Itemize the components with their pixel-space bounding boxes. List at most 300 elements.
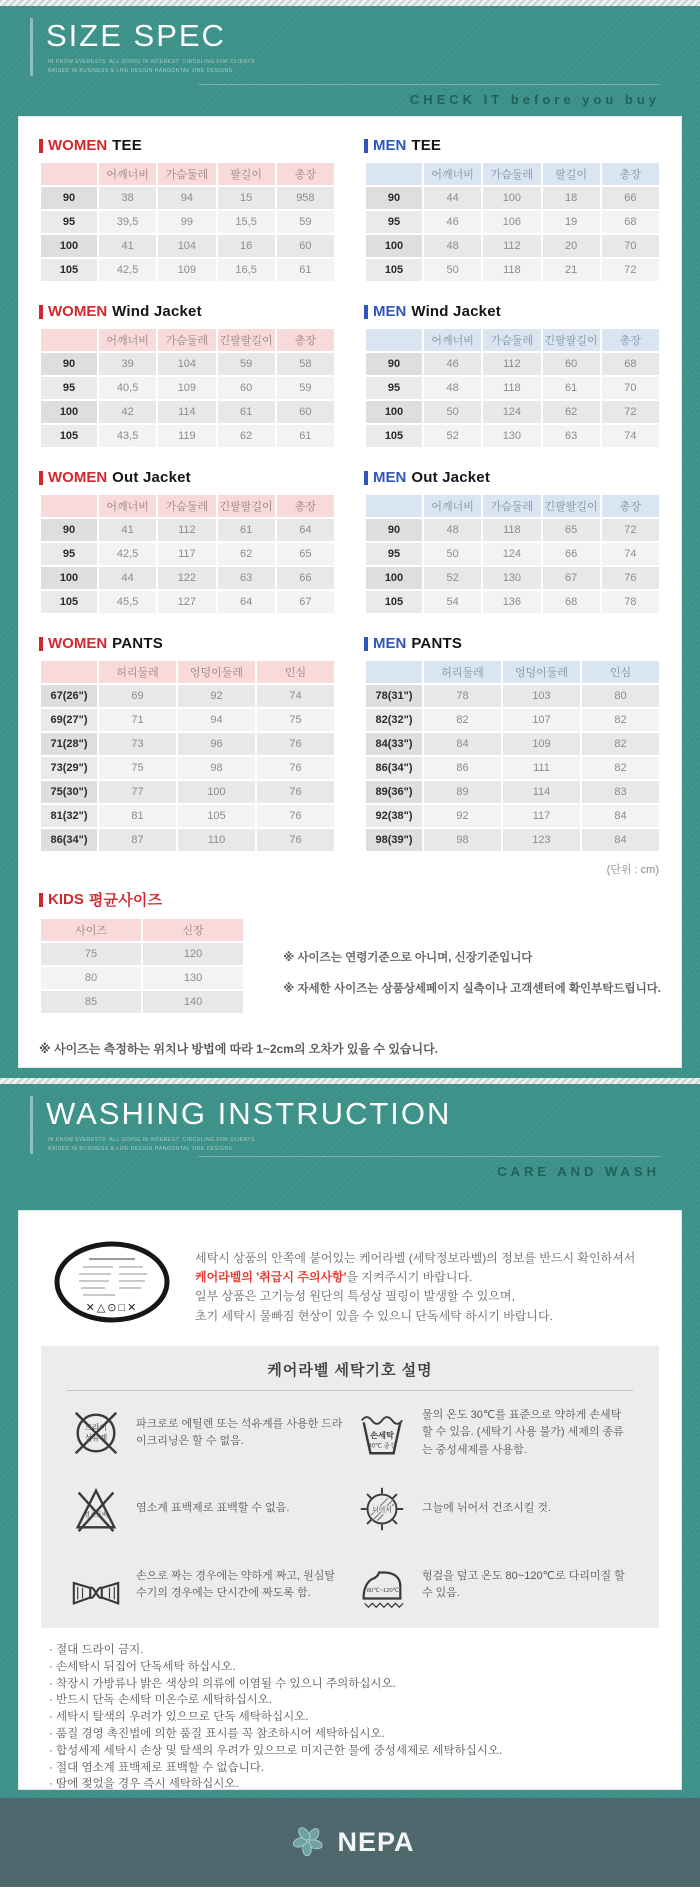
- size-cell: 95: [366, 377, 422, 399]
- value-cell: 64: [277, 519, 334, 541]
- dry-clean-prohibited-icon: [69, 1406, 123, 1460]
- value-cell: 46: [424, 353, 481, 375]
- size-table-men-tee: [364, 137, 661, 283]
- size-table: [39, 327, 336, 449]
- column-header: 긴팔팔길이: [218, 329, 275, 351]
- size-table-men-pants: [364, 635, 661, 853]
- value-cell: 136: [483, 591, 540, 613]
- column-header: 총장: [602, 163, 659, 185]
- table-item-label: PANTS: [112, 635, 163, 652]
- value-cell: 76: [257, 829, 334, 851]
- table-gender-label: MEN: [373, 635, 407, 652]
- value-cell: 117: [158, 543, 215, 565]
- value-cell: 140: [143, 991, 243, 1013]
- size-cell: 100: [366, 401, 422, 423]
- value-cell: 111: [503, 757, 580, 779]
- column-header: 어깨너비: [424, 329, 481, 351]
- value-cell: 50: [424, 259, 481, 281]
- table-item-label: PANTS: [411, 635, 463, 652]
- table-header-row: [41, 329, 334, 351]
- size-cell: 95: [366, 543, 422, 565]
- value-cell: 109: [158, 259, 215, 281]
- value-cell: 15: [218, 187, 275, 209]
- table-row: [366, 259, 659, 281]
- table-row: [41, 709, 334, 731]
- value-cell: 80: [582, 685, 659, 707]
- care-symbol-description: 손으로 짜는 경우에는 약하게 짜고, 원심탈수기의 경우에는 단시간에 짜도록 함.: [136, 1569, 335, 1599]
- table-row: [366, 829, 659, 851]
- washing-panel: [18, 1210, 682, 1790]
- value-cell: 120: [143, 943, 243, 965]
- value-cell: 68: [543, 591, 600, 613]
- title-accent-bar: [39, 305, 43, 319]
- svg-text:손세탁: 손세탁: [370, 1430, 394, 1440]
- value-cell: 41: [99, 519, 156, 541]
- column-header: 총장: [277, 163, 334, 185]
- value-cell: 84: [582, 829, 659, 851]
- column-header: 팔길이: [218, 163, 275, 185]
- washing-bullet: · 손세탁시 뒤집어 단독세탁 하십시오.: [49, 1659, 651, 1676]
- value-cell: 44: [424, 187, 481, 209]
- size-cell: 71(28"): [41, 733, 97, 755]
- washing-bullet: · 반드시 단독 손세탁 미온수로 세탁하십시오.: [49, 1692, 651, 1709]
- table-row: [366, 733, 659, 755]
- table-row: [366, 235, 659, 257]
- column-header: 인심: [257, 661, 334, 683]
- table-title: [364, 469, 661, 486]
- value-cell: 70: [602, 235, 659, 257]
- care-symbol-entry: [355, 1558, 631, 1612]
- washing-bullet: · 땀에 젖었을 경우 즉시 세탁하십시오.: [49, 1776, 651, 1790]
- size-cell: 100: [41, 235, 97, 257]
- table-row: [41, 991, 243, 1013]
- size-cell: 90: [366, 519, 422, 541]
- symbol-box-rule: [67, 1390, 633, 1391]
- value-cell: 66: [602, 187, 659, 209]
- banner-accent-bar: [30, 18, 33, 76]
- value-cell: 127: [158, 591, 215, 613]
- value-cell: 48: [424, 519, 481, 541]
- size-cell: 95: [41, 543, 97, 565]
- size-table-men-out-jacket: [364, 469, 661, 615]
- size-cell: 95: [366, 211, 422, 233]
- table-row: [366, 425, 659, 447]
- value-cell: 61: [277, 259, 334, 281]
- column-header: 긴팔팔길이: [543, 495, 600, 517]
- kids-section: [39, 889, 661, 1015]
- wring-weakly-icon: [69, 1558, 123, 1612]
- svg-text:✕△⊙□✕: ✕△⊙□✕: [85, 1302, 139, 1314]
- size-note: ※ 사이즈는 측정하는 위치나 방법에 따라 1~2cm의 오차가 있을 수 있습니다.: [39, 1042, 439, 1056]
- table-gender-label: MEN: [373, 137, 407, 154]
- table-row: [41, 567, 334, 589]
- care-symbol-box: [41, 1346, 659, 1628]
- size-bottom-notes: [39, 1035, 661, 1068]
- value-cell: 130: [483, 425, 540, 447]
- table-row: [366, 377, 659, 399]
- column-header: 허리둘레: [424, 661, 501, 683]
- column-header: 사이즈: [41, 919, 141, 941]
- table-item-label: Out Jacket: [112, 469, 191, 486]
- size-table: [39, 493, 336, 615]
- column-header: 허리둘레: [99, 661, 176, 683]
- value-cell: 81: [99, 805, 176, 827]
- column-header: 어깨너비: [99, 495, 156, 517]
- kids-note: ※ 사이즈는 연령기준으로 아니며, 신장기준입니다: [283, 952, 533, 964]
- value-cell: 20: [543, 235, 600, 257]
- care-symbol-description: 그늘에 뉘어서 건조시킬 것.: [422, 1502, 552, 1515]
- value-cell: 42,5: [99, 543, 156, 565]
- size-table-women-pants: [39, 635, 336, 853]
- value-cell: 103: [503, 685, 580, 707]
- value-cell: 74: [602, 425, 659, 447]
- value-cell: 118: [483, 259, 540, 281]
- size-cell: 84(33"): [366, 733, 422, 755]
- table-title: [364, 635, 661, 652]
- size-table: [364, 327, 661, 449]
- symbol-grid: [41, 1406, 659, 1612]
- banner-rule: [198, 1156, 660, 1157]
- value-cell: 118: [483, 519, 540, 541]
- value-cell: 109: [158, 377, 215, 399]
- value-cell: 78: [424, 685, 501, 707]
- value-cell: 74: [602, 543, 659, 565]
- shade-dry-icon: [355, 1482, 409, 1536]
- size-cell: 105: [41, 425, 97, 447]
- value-cell: 114: [503, 781, 580, 803]
- no-bleach-icon: [69, 1482, 123, 1536]
- value-cell: 64: [218, 591, 275, 613]
- value-cell: 66: [543, 543, 600, 565]
- value-cell: 124: [483, 401, 540, 423]
- value-cell: 50: [424, 401, 481, 423]
- value-cell: 106: [483, 211, 540, 233]
- table-row: [366, 353, 659, 375]
- table-header-row: [366, 329, 659, 351]
- table-title: [39, 137, 336, 154]
- title-accent-bar: [364, 305, 368, 319]
- column-header: 가슴둘레: [483, 329, 540, 351]
- value-cell: 92: [178, 685, 255, 707]
- washing-bullet: · 절대 드라이 금지.: [49, 1642, 651, 1659]
- value-cell: 75: [99, 757, 176, 779]
- value-cell: 62: [543, 401, 600, 423]
- care-symbol-entry: [355, 1482, 631, 1536]
- value-cell: 76: [257, 757, 334, 779]
- table-row: [366, 543, 659, 565]
- table-title: [364, 303, 661, 320]
- nepa-logo-icon: [285, 1817, 331, 1868]
- value-cell: 76: [602, 567, 659, 589]
- column-header: 총장: [602, 495, 659, 517]
- table-item-label: 평균사이즈: [88, 892, 163, 909]
- table-header-row: [41, 919, 243, 941]
- value-cell: 52: [424, 567, 481, 589]
- value-cell: 71: [99, 709, 176, 731]
- washing-banner: [0, 1084, 700, 1206]
- value-cell: 122: [158, 567, 215, 589]
- value-cell: 45,5: [99, 591, 156, 613]
- size-table: [39, 917, 245, 1015]
- size-cell: 75(30"): [41, 781, 97, 803]
- size-cell: 105: [41, 591, 97, 613]
- value-cell: 16,5: [218, 259, 275, 281]
- value-cell: 16: [218, 235, 275, 257]
- title-accent-bar: [364, 471, 368, 485]
- table-header-row: [41, 495, 334, 517]
- value-cell: 107: [503, 709, 580, 731]
- washing-bullet: · 착장시 가방류나 밝은 색상의 의류에 이염될 수 있으니 주의하십시오.: [49, 1676, 651, 1693]
- column-header: 가슴둘레: [158, 163, 215, 185]
- size-cell: 100: [366, 567, 422, 589]
- value-cell: 94: [178, 709, 255, 731]
- value-cell: 19: [543, 211, 600, 233]
- table-row: [41, 829, 334, 851]
- washing-bullet: · 절대 염소계 표백제로 표백할 수 없습니다.: [49, 1760, 651, 1777]
- table-gender-label: WOMEN: [48, 303, 108, 320]
- value-cell: 100: [178, 781, 255, 803]
- table-row: [41, 259, 334, 281]
- value-cell: 50: [424, 543, 481, 565]
- value-cell: 59: [218, 353, 275, 375]
- kids-size-table: [39, 917, 245, 1015]
- value-cell: 69: [99, 685, 176, 707]
- value-cell: 74: [257, 685, 334, 707]
- size-cell: 90: [41, 187, 97, 209]
- title-accent-bar: [364, 637, 368, 651]
- size-spec-panel: [18, 116, 682, 1068]
- table-row: [366, 519, 659, 541]
- table-header-row: [366, 163, 659, 185]
- care-symbol-entry: [69, 1406, 345, 1460]
- size-cell: 90: [41, 353, 97, 375]
- value-cell: 82: [582, 709, 659, 731]
- table-title: [364, 137, 661, 154]
- size-tables-grid: [39, 137, 661, 853]
- table-row: [41, 543, 334, 565]
- value-cell: 15,5: [218, 211, 275, 233]
- size-table-men-wind-jacket: [364, 303, 661, 449]
- value-cell: 118: [483, 377, 540, 399]
- value-cell: 84: [424, 733, 501, 755]
- size-cell: 89(36"): [366, 781, 422, 803]
- size-cell: 98(39"): [366, 829, 422, 851]
- value-cell: 83: [582, 781, 659, 803]
- table-row: [366, 781, 659, 803]
- value-cell: 80: [41, 967, 141, 989]
- value-cell: 39: [99, 353, 156, 375]
- value-cell: 94: [158, 187, 215, 209]
- table-row: [366, 401, 659, 423]
- table-gender-label: MEN: [373, 303, 407, 320]
- size-spec-title: SIZE SPEC: [46, 18, 226, 53]
- value-cell: 68: [602, 353, 659, 375]
- column-header: 인심: [582, 661, 659, 683]
- care-label-image: [53, 1241, 171, 1328]
- table-row: [366, 805, 659, 827]
- care-symbol-description: 염소계 표백제로 표백할 수 없음.: [136, 1502, 290, 1515]
- svg-text:30℃ 중성: 30℃ 중성: [368, 1442, 396, 1450]
- column-header: 총장: [602, 329, 659, 351]
- value-cell: 44: [99, 567, 156, 589]
- value-cell: 119: [158, 425, 215, 447]
- value-cell: 68: [602, 211, 659, 233]
- check-it-tagline: CHECK IT before you buy: [409, 92, 660, 107]
- column-header: 엉덩이둘레: [503, 661, 580, 683]
- value-cell: 109: [503, 733, 580, 755]
- value-cell: 61: [218, 401, 275, 423]
- size-cell: 67(26"): [41, 685, 97, 707]
- value-cell: 100: [483, 187, 540, 209]
- value-cell: 77: [99, 781, 176, 803]
- banner-rule: [198, 84, 660, 85]
- column-header: 어깨너비: [99, 329, 156, 351]
- size-cell: 73(29"): [41, 757, 97, 779]
- washing-bullet: · 세탁시 탈색의 우려가 있으므로 단독 세탁하십시오.: [49, 1709, 651, 1726]
- kids-note: ※ 자세한 사이즈는 상품상세페이지 실측이나 고객센터에 확인부탁드립니다.: [283, 983, 661, 995]
- value-cell: 61: [543, 377, 600, 399]
- size-cell: 82(32"): [366, 709, 422, 731]
- care-label-warning-red: 케어라벨의 '취급시 주의사항': [195, 1270, 347, 1285]
- table-item-label: Out Jacket: [411, 469, 491, 486]
- hand-wash-30-icon: [355, 1406, 409, 1460]
- table-row: [41, 781, 334, 803]
- value-cell: 48: [424, 377, 481, 399]
- value-cell: 43,5: [99, 425, 156, 447]
- value-cell: 59: [277, 377, 334, 399]
- title-accent-bar: [364, 139, 368, 153]
- column-header: 엉덩이둘레: [178, 661, 255, 683]
- value-cell: 82: [424, 709, 501, 731]
- value-cell: 104: [158, 235, 215, 257]
- table-row: [366, 709, 659, 731]
- table-row: [366, 567, 659, 589]
- size-cell: 90: [366, 187, 422, 209]
- value-cell: 38: [99, 187, 156, 209]
- size-cell: 100: [41, 567, 97, 589]
- value-cell: 72: [602, 259, 659, 281]
- washing-bullet: · 품질 경영 촉진법에 의한 품질 표시를 꼭 참조하시어 세탁하십시오.: [49, 1726, 651, 1743]
- size-cell: 81(32"): [41, 805, 97, 827]
- size-cell: 86(34"): [41, 829, 97, 851]
- column-header: 어깨너비: [99, 163, 156, 185]
- column-header: 어깨너비: [424, 495, 481, 517]
- unit-note: (단위 : cm): [606, 864, 659, 876]
- value-cell: 41: [99, 235, 156, 257]
- symbol-box-title: 케어라벨 세탁기호 설명: [267, 1362, 433, 1379]
- washing-title: WASHING INSTRUCTION: [46, 1096, 452, 1131]
- banner-accent-bar: [30, 1096, 33, 1154]
- value-cell: 98: [424, 829, 501, 851]
- table-title: [39, 303, 336, 320]
- table-gender-label: KIDS: [48, 891, 84, 908]
- column-header: 총장: [277, 495, 334, 517]
- value-cell: 67: [543, 567, 600, 589]
- care-symbol-description: 물의 온도 30℃를 표준으로 약하게 손세탁 할 수 있음. (세탁기 사용 불가) 세제의 종류는 중성세제를 사용함.: [422, 1409, 624, 1456]
- value-cell: 78: [602, 591, 659, 613]
- table-row: [366, 187, 659, 209]
- table-row: [366, 211, 659, 233]
- column-header: 긴팔팔길이: [218, 495, 275, 517]
- size-table: [39, 161, 336, 283]
- value-cell: 89: [424, 781, 501, 803]
- value-cell: 39,5: [99, 211, 156, 233]
- value-cell: 48: [424, 235, 481, 257]
- banner-subtitle: IN KNOW EVERESTS 'ALL GOING IN INTEREST' CIRCULING FOR CLIENTS RAISED IN BUSINESS & LIFE DESIGN HANGONTAL JIRE DESIGNS: [48, 59, 255, 74]
- column-header: 가슴둘레: [483, 495, 540, 517]
- value-cell: 76: [257, 781, 334, 803]
- value-cell: 67: [277, 591, 334, 613]
- size-cell: 105: [366, 259, 422, 281]
- value-cell: 62: [218, 425, 275, 447]
- value-cell: 75: [257, 709, 334, 731]
- title-accent-bar: [39, 471, 43, 485]
- care-and-wash-tagline: CARE AND WASH: [497, 1164, 660, 1179]
- table-gender-label: WOMEN: [48, 137, 108, 154]
- size-note: [39, 1063, 661, 1068]
- table-row: [366, 757, 659, 779]
- size-cell: 86(34"): [366, 757, 422, 779]
- value-cell: 76: [257, 733, 334, 755]
- value-cell: 84: [582, 805, 659, 827]
- value-cell: 60: [277, 401, 334, 423]
- size-table: [364, 493, 661, 615]
- size-spec-banner: [0, 6, 700, 110]
- value-cell: 60: [218, 377, 275, 399]
- value-cell: 65: [277, 543, 334, 565]
- value-cell: 98: [178, 757, 255, 779]
- value-cell: 52: [424, 425, 481, 447]
- table-item-label: Wind Jacket: [411, 303, 501, 320]
- size-table-women-wind-jacket: [39, 303, 336, 449]
- value-cell: 63: [543, 425, 600, 447]
- table-header-row: [41, 163, 334, 185]
- banner-subtitle: IN KNOW EVERESTS 'ALL GOING IN INTEREST' CIRCULING FOR CLIENTS RAISED IN BUSINESS & LIFE DESIGN HANGONTAL JIRE DESIGNS: [48, 1137, 255, 1152]
- value-cell: 59: [277, 211, 334, 233]
- table-row: [41, 967, 243, 989]
- column-header: 가슴둘레: [158, 495, 215, 517]
- value-cell: 130: [483, 567, 540, 589]
- care-symbol-entry: [355, 1406, 631, 1460]
- value-cell: 87: [99, 829, 176, 851]
- value-cell: 124: [483, 543, 540, 565]
- value-cell: 110: [178, 829, 255, 851]
- table-row: [41, 425, 334, 447]
- table-header-row: [41, 661, 334, 683]
- size-cell: 95: [41, 211, 97, 233]
- table-row: [366, 685, 659, 707]
- value-cell: 65: [543, 519, 600, 541]
- table-header-row: [366, 495, 659, 517]
- size-table: [39, 659, 336, 853]
- value-cell: 58: [277, 353, 334, 375]
- size-table-women-tee: [39, 137, 336, 283]
- size-table: [364, 161, 661, 283]
- title-accent-bar: [39, 637, 43, 651]
- value-cell: 82: [582, 733, 659, 755]
- table-title: [39, 635, 336, 652]
- size-cell: 100: [41, 401, 97, 423]
- washing-bullet-list: [49, 1642, 651, 1790]
- table-row: [41, 733, 334, 755]
- table-row: [41, 235, 334, 257]
- value-cell: 96: [178, 733, 255, 755]
- column-header: 가슴둘레: [483, 163, 540, 185]
- value-cell: 42,5: [99, 259, 156, 281]
- table-gender-label: WOMEN: [48, 469, 108, 486]
- column-header: 긴팔팔길이: [543, 329, 600, 351]
- size-cell: 105: [41, 259, 97, 281]
